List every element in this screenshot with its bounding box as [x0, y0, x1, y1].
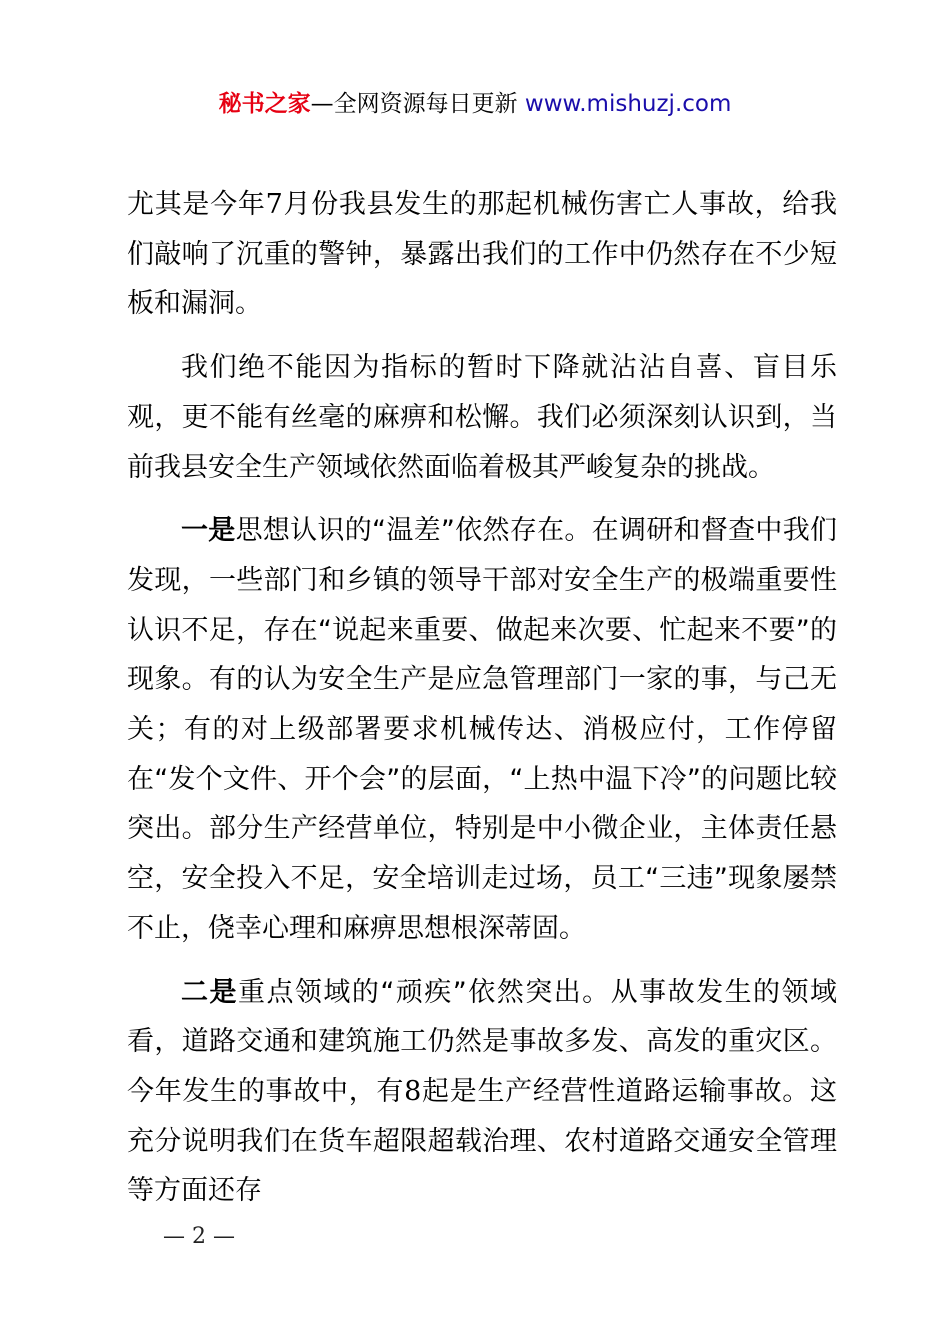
- paragraph-challenges: [127, 343, 837, 492]
- paragraph-text: 尤其是今年: [127, 189, 266, 220]
- header-slogan: —全网资源每日更新: [310, 91, 518, 117]
- paragraph-text: 起是生产经营性道路运输事故。这充分说明我们在货车超限超载治理、农村道路交通安全管理等方面还存: [127, 1075, 837, 1207]
- paragraph-number: 8: [404, 1075, 422, 1107]
- paragraph-continuation: [127, 180, 837, 329]
- page-number: — 2 —: [163, 1224, 235, 1249]
- paragraph-text: 重点领域的“顽疾”依然突出。从事故发生的领域看，道路交通和建筑施工仍然是事故多发、高发的重灾区。今年发生的事故中，有: [127, 976, 838, 1107]
- site-url-link[interactable]: www.mishuzj.com: [524, 91, 732, 117]
- paragraph-lead: 一是: [181, 515, 236, 547]
- paragraph-text: 我们绝不能因为指标的暂时下降就沾沾自喜、盲目乐观，更不能有丝毫的麻痹和松懈。我们必须深刻认识到，当前我县安全生产领域依然面临着极其严峻复杂的挑战。: [127, 352, 837, 483]
- brand-name: 秘书之家: [218, 91, 311, 117]
- document-body: [127, 180, 837, 1230]
- paragraph-text: 思想认识的“温差”依然存在。在调研和督查中我们发现，一些部门和乡镇的领导干部对安全生产的极端重要性认识不足，存在“说起来重要、做起来次要、忙起来不要”的现象。有的认为安全生产是应急管理部门一家的事，与己无关；有的对上级部署要求机械传达、消极应付，工作停留在“发个文件、开个会”的层面，“上热中温下冷”的问题比较突出。部分生产经营单位，特别是中小微企业，主体责任悬空，安全投入不足，安全培训走过场，员工“三违”现象屡禁不止，侥幸心理和麻痹思想根深蒂固。: [127, 515, 837, 944]
- paragraph-number: 7: [265, 189, 283, 220]
- paragraph-point-one: [127, 506, 837, 953]
- paragraph-lead: 二是: [181, 976, 238, 1008]
- site-header: [0, 86, 950, 122]
- paragraph-point-two: [127, 968, 837, 1217]
- paragraph-text: 月份我县发生的那起机械伤害亡人事故，给我们敲响了沉重的警钟，暴露出我们的工作中仍然存在不少短板和漏洞。: [127, 189, 837, 320]
